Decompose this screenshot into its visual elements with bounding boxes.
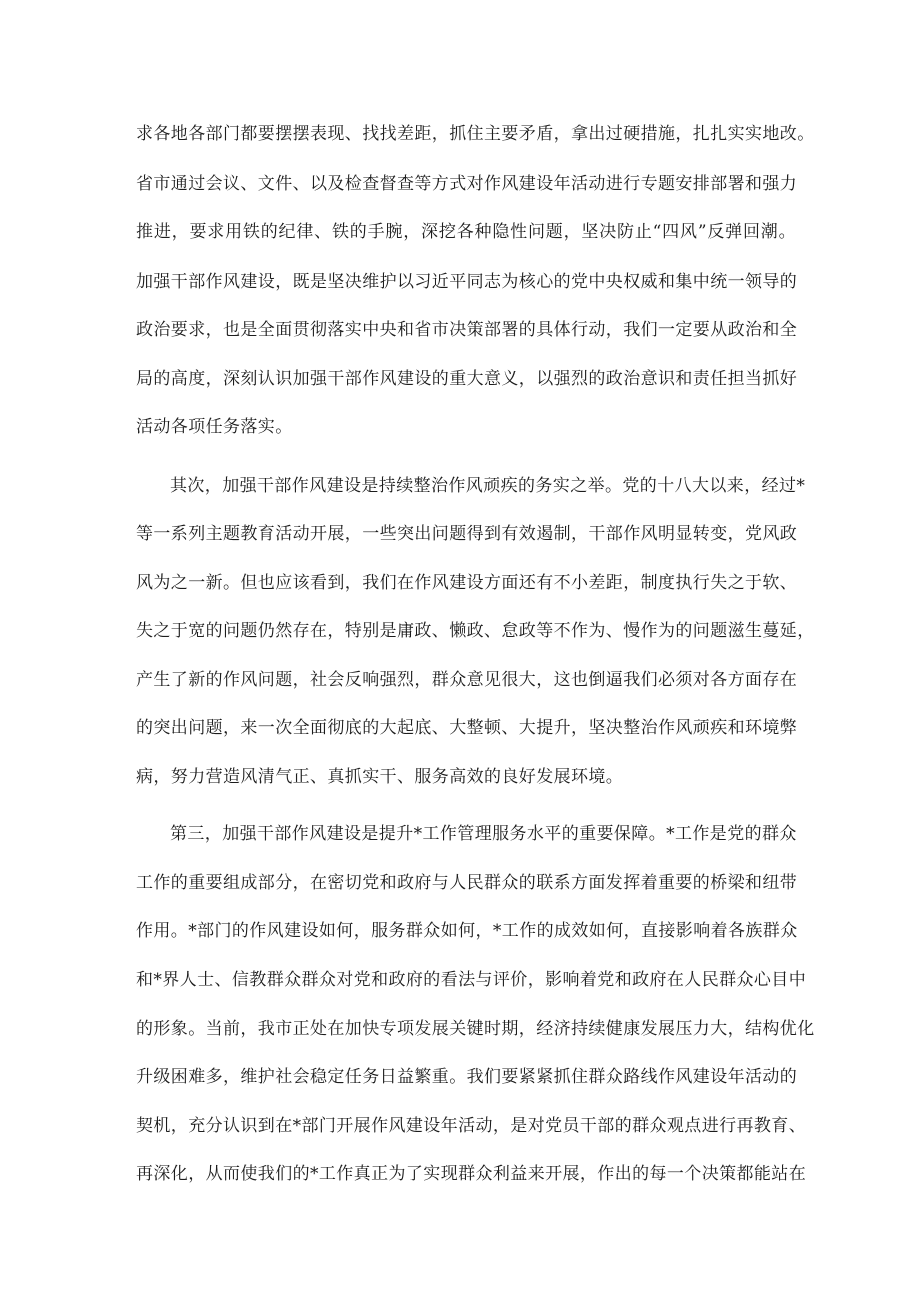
- paragraph-1-line-6: 局的高度，深刻认识加强干部作风建设的重大意义，以强烈的政治意识和责任担当抓好: [136, 369, 798, 389]
- paragraph-3-line-7: 契机，充分认识到在*部门开展作风建设年活动，是对党员干部的群众观点进行再教育、: [136, 1116, 807, 1136]
- paragraph-1-line-5: 政治要求，也是全面贯彻落实中央和省市决策部署的具体行动，我们一定要从政治和全: [136, 320, 798, 340]
- paragraph-3-line-2: 工作的重要组成部分，在密切党和政府与人民群众的联系方面发挥着重要的桥梁和纽带: [136, 873, 798, 893]
- paragraph-1-line-4: 加强干部作风建设，既是坚决维护以习近平同志为核心的党中央权威和集中统一领导的: [136, 272, 798, 292]
- paragraph-2-line-7: 病，努力营造风清气正、真抓实干、服务高效的良好发展环境。: [136, 767, 624, 787]
- paragraph-3-line-4: 和*界人士、信教群众群众对党和政府的看法与评价，影响着党和政府在人民群众心目中: [136, 970, 807, 990]
- paragraph-3-line-6: 升级困难多，维护社会稳定任务日益繁重。我们要紧紧抓住群众路线作风建设年活动的: [136, 1067, 798, 1087]
- paragraph-2-line-1: 其次，加强干部作风建设是持续整治作风顽疾的务实之举。党的十八大以来，经过*: [170, 476, 806, 496]
- paragraph-3-line-5: 的形象。当前，我市正处在加快专项发展关键时期，经济持续健康发展压力大，结构优化: [136, 1019, 815, 1039]
- paragraph-2-line-3: 风为之一新。但也应该看到，我们在作风建设方面还有不小差距，制度执行失之于软、: [136, 573, 798, 593]
- paragraph-1-line-7: 活动各项任务落实。: [136, 417, 293, 437]
- paragraph-2-line-6: 的突出问题，来一次全面彻底的大起底、大整顿、大提升，坚决整治作风顽疾和环境弊: [136, 718, 798, 738]
- paragraph-2-line-2: 等一系列主题教育活动开展，一些突出问题得到有效遏制，干部作风明显转变，党风政: [136, 524, 798, 544]
- paragraph-3-line-8: 再深化，从而使我们的*工作真正为了实现群众利益来开展，作出的每一个决策都能站在: [136, 1164, 807, 1184]
- paragraph-1-line-1: 求各地各部门都要摆摆表现、找找差距，抓住主要矛盾，拿出过硬措施，扎扎实实地改。: [136, 124, 815, 144]
- paragraph-3-line-1: 第三，加强干部作风建设是提升*工作管理服务水平的重要保障。*工作是党的群众: [170, 824, 797, 844]
- paragraph-1-line-3: 推进，要求用铁的纪律、铁的手腕，深挖各种隐性问题，坚决防止“四风”反弹回潮。: [136, 222, 796, 242]
- paragraph-2-line-5: 产生了新的作风问题，社会反响强烈，群众意见很大，这也倒逼我们必须对各方面存在: [136, 670, 798, 690]
- paragraph-2-line-4: 失之于宽的问题仍然存在，特别是庸政、懒政、怠政等不作为、慢作为的问题滋生蔓延，: [136, 621, 815, 641]
- paragraph-1-line-2: 省市通过会议、文件、以及检查督查等方式对作风建设年活动进行专题安排部署和强力: [136, 174, 798, 194]
- paragraph-3-line-3: 作用。*部门的作风建设如何，服务群众如何，*工作的成效如何，直接影响着各族群众: [136, 921, 798, 941]
